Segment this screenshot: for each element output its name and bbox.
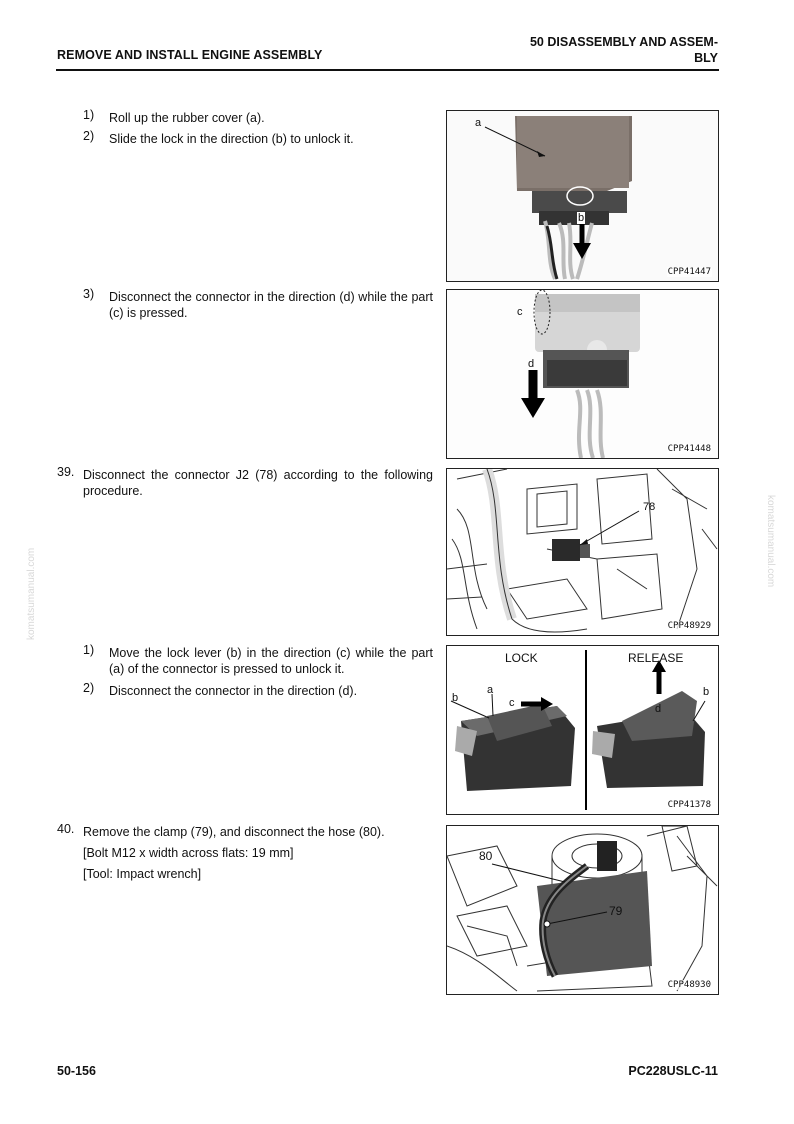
step-number: 2)	[83, 129, 95, 143]
label-release: RELEASE	[628, 651, 684, 665]
connector-photo-2	[447, 290, 718, 458]
step-text: Roll up the rubber cover (a).	[109, 111, 265, 125]
step-number: 40.	[57, 822, 75, 836]
figure-id: CPP41448	[667, 444, 711, 454]
step-number: 2)	[83, 681, 95, 695]
callout-b-release: b	[703, 686, 710, 698]
watermark-left: komatsumanual.com	[26, 547, 37, 640]
chapter-title-line2: BLY	[694, 51, 718, 65]
step-text: Slide the lock in the direction (b) to unlock it.	[109, 132, 354, 146]
step-text: Move the lock lever (b) in the direction (c) while the part (a) of the connector is pressed to unlock it.	[109, 646, 433, 676]
watermark-right: komatsumanual.com	[765, 495, 776, 588]
step-text: Disconnect the connector in the direction (d) while the part (c) is pressed.	[109, 290, 433, 320]
chapter-title-line1: 50 DISASSEMBLY AND ASSEM-	[529, 35, 718, 49]
callout-a: a	[487, 684, 494, 696]
section-title: REMOVE AND INSTALL ENGINE ASSEMBLY	[57, 48, 323, 62]
engine-line-drawing-1	[447, 469, 718, 635]
page-number: 50-156	[57, 1064, 96, 1078]
step-39-1	[83, 645, 443, 679]
step-text: Disconnect the connector J2 (78) according to the following procedure.	[83, 468, 433, 498]
header-rule	[56, 69, 719, 71]
figure-lock-release	[446, 645, 719, 815]
callout-d: d	[655, 703, 662, 715]
figure-id: CPP41378	[667, 800, 711, 810]
callout-b-lock: b	[452, 692, 459, 704]
callout-79: 79	[609, 904, 623, 918]
lock-release-photos	[447, 646, 718, 814]
chapter-title	[458, 34, 718, 66]
figure-id: CPP48929	[667, 621, 711, 631]
callout-80: 80	[479, 849, 493, 863]
figure-clamp-hose	[446, 825, 719, 995]
step-text: Remove the clamp (79), and disconnect the hose (80).	[83, 825, 385, 839]
bolt-spec: [Bolt M12 x width across flats: 19 mm]	[83, 846, 294, 860]
connector-photo-1	[447, 111, 718, 281]
figure-rubber-cover	[446, 110, 719, 282]
callout-a: a	[475, 117, 482, 129]
figure-connector-j2	[446, 468, 719, 636]
callout-78: 78	[643, 501, 656, 513]
model-name: PC228USLC-11	[628, 1064, 718, 1078]
step-39-2	[83, 683, 443, 701]
step-40	[57, 824, 437, 884]
step-number: 1)	[83, 643, 95, 657]
figure-disconnect-connector	[446, 289, 719, 459]
label-lock: LOCK	[505, 651, 538, 665]
figure-id: CPP41447	[667, 267, 711, 277]
tool-spec: [Tool: Impact wrench]	[83, 867, 202, 881]
callout-b: b	[578, 212, 585, 224]
step-number: 3)	[83, 287, 95, 301]
step-text: Disconnect the connector in the direction (d).	[109, 684, 358, 698]
callout-c: c	[517, 306, 523, 318]
step-number: 39.	[57, 465, 75, 479]
figure-id: CPP48930	[667, 980, 711, 990]
step-3	[83, 289, 443, 323]
step-number: 1)	[83, 108, 95, 122]
callout-c: c	[509, 697, 515, 709]
step-1	[83, 110, 443, 128]
step-2	[83, 131, 443, 149]
step-39	[57, 467, 437, 501]
callout-d: d	[528, 358, 535, 370]
